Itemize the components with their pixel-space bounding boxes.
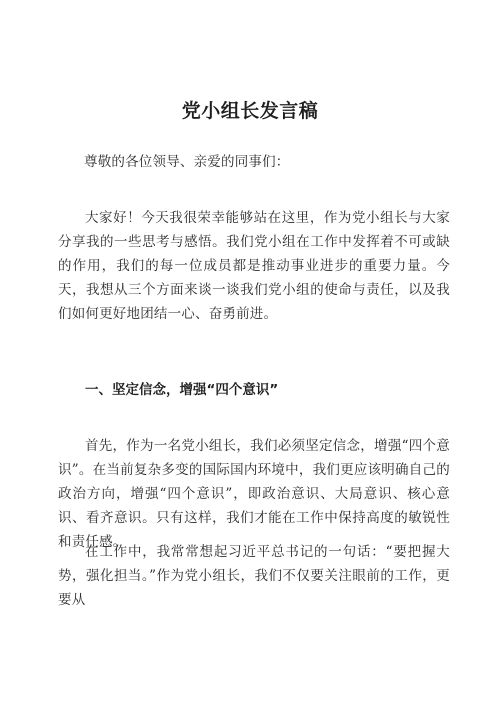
paragraph-quote: 在工作中，我常常想起习近平总书记的一句话：“要把握大势，强化担当。”作为党小组长，我们不仅要关注眼前的工作，更要从 [58, 544, 450, 608]
section-heading: 一、坚定信念，增强“四个意识” [85, 382, 279, 398]
paragraph-intro: 大家好！今天我很荣幸能够站在这里，作为党小组长与大家分享我的一些思考与感悟。我们党小组在工作中发挥着不可或缺的作用，我们的每一位成员都是推动事业进步的重要力量。今天，我想从三个方面来谈一谈我们党小组的使命与责任，以及我们如何更好地团结一心、奋勇前进。 [58, 210, 450, 322]
page-title: 党小组长发言稿 [181, 100, 319, 122]
salutation: 尊敬的各位领导、亲爱的同事们： [84, 154, 290, 170]
paragraph-faith: 首先，作为一名党小组长，我们必须坚定信念，增强“四个意识”。在当前复杂多变的国际国内环境中，我们更应该明确自己的政治方向，增强“四个意识”，即政治意识、大局意识、核心意识、看齐意识。只有这样，我们才能在工作中保持高度的敏锐性和责任感。 [58, 438, 450, 550]
